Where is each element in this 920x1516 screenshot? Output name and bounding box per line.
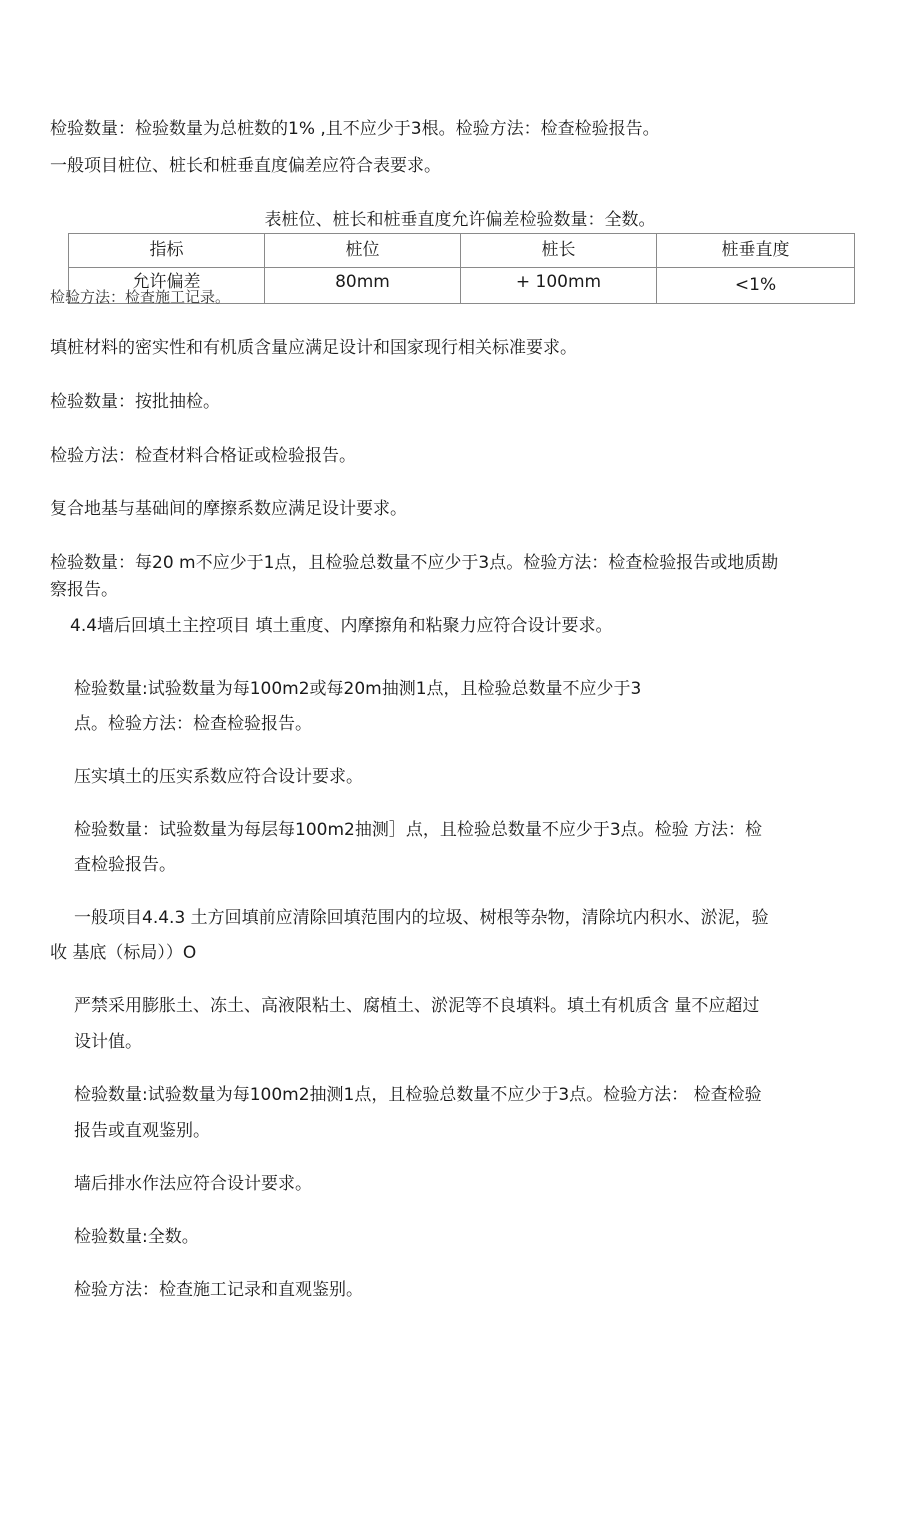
table-header-cell: 指标 [69,234,265,268]
paragraph: 检验数量:试验数量为每100m2抽测1点，且检验总数量不应少于3点。检验方法： 检查检验 [74,1085,762,1105]
paragraph: 查检验报告。 [74,855,176,875]
table-header-row [69,234,855,268]
table-cell: <1% [657,268,855,304]
table-cell: 允许偏差 [69,268,265,304]
paragraph: 检验数量:试验数量为每100m2或每20m抽测1点，且检验总数量不应少于3 [74,679,642,699]
overlapping-note: 检验方法：检查施工记录。 [50,288,231,306]
paragraph: 严禁采用膨胀土、冻土、高液限粘土、腐植土、淤泥等不良填料。填土有机质含 量不应超过 [74,996,760,1016]
paragraph: 报告或直观鉴别。 [74,1121,210,1141]
table-header-cell: 桩垂直度 [657,234,855,268]
paragraph: 检验数量：每20 m不应少于1点，且检验总数量不应少于3点。检验方法：检查检验报告或地质勘 [50,553,779,573]
paragraph: 点。检验方法：检查检验报告。 [74,714,312,734]
table-cell: 80mm [265,268,461,304]
paragraph: 压实填土的压实系数应符合设计要求。 [74,767,363,787]
paragraph: 填桩材料的密实性和有机质含量应满足设计和国家现行相关标准要求。 [50,338,577,358]
table-cell: + 100mm [461,268,657,304]
section-heading: 4.4墙后回填土主控项目 填土重度、内摩擦角和粘聚力应符合设计要求。 [70,616,613,636]
paragraph: 设计值。 [74,1032,142,1052]
paragraph: 一般项目4.4.3 土方回填前应清除回填范围内的垃圾、树根等杂物，清除坑内积水、淤泥，验 [74,908,769,928]
paragraph: 收 基底（标局））O [50,943,197,963]
table-header-cell: 桩位 [265,234,461,268]
paragraph: 检验数量：试验数量为每层每100m2抽测］点，且检验总数量不应少于3点。检验 方法：检 [74,820,763,840]
paragraph: 检验数量:全数。 [74,1227,199,1247]
paragraph: 检验方法：检查材料合格证或检验报告。 [50,446,356,466]
table-header-cell: 桩长 [461,234,657,268]
paragraph: 检验数量：按批抽检。 [50,392,220,412]
paragraph: 墙后排水作法应符合设计要求。 [74,1174,312,1194]
paragraph: 复合地基与基础间的摩擦系数应满足设计要求。 [50,499,407,519]
paragraph: 检验方法：检查施工记录和直观鉴别。 [74,1280,363,1300]
paragraph: 一般项目桩位、桩长和桩垂直度偏差应符合表要求。 [50,156,441,176]
paragraph: 检验数量：检验数量为总桩数的1% ,且不应少于3根。检验方法：检查检验报告。 [50,119,660,139]
table-caption: 表桩位、桩长和桩垂直度允许偏差检验数量：全数。 [264,210,656,230]
paragraph: 察报告。 [50,580,118,600]
